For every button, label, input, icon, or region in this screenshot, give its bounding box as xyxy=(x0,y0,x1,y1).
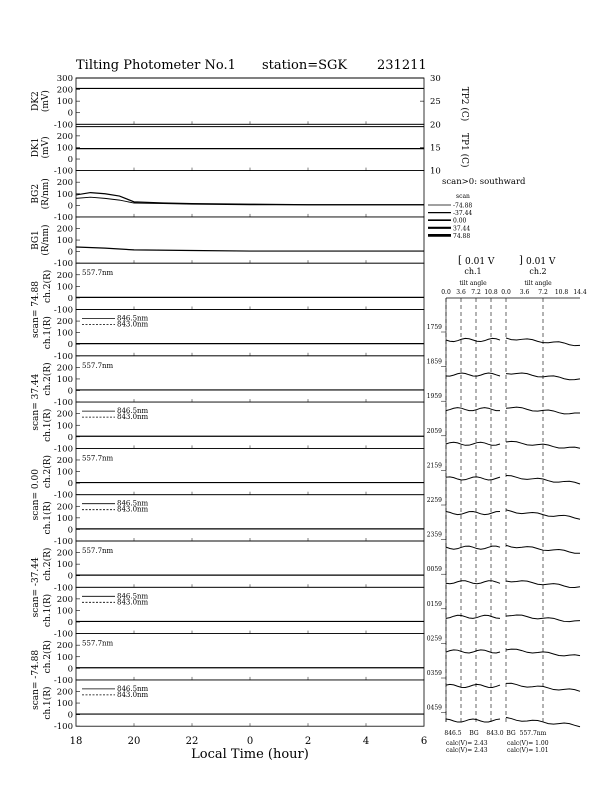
scale-bracket: ] xyxy=(519,255,523,266)
y-tick-label: 300 xyxy=(56,74,73,84)
y-tick-label: 100 xyxy=(56,699,73,710)
panel-frame xyxy=(76,124,424,170)
panel-4 xyxy=(31,263,424,338)
legend-scan-label: scan xyxy=(456,193,470,200)
series-line xyxy=(76,193,424,205)
legend-entry: 846.5nm xyxy=(117,499,149,508)
channel-label: ch.1(R) xyxy=(43,316,53,350)
channel-label: ch.2(R) xyxy=(43,362,53,396)
panel-2 xyxy=(31,171,424,223)
channel-label: ch.2(R) xyxy=(43,269,53,303)
temp-tick-label: 15 xyxy=(430,143,441,154)
y-tick-label: 0 xyxy=(67,479,73,490)
legend-entry: 843.0nm xyxy=(117,690,149,699)
y-tick-label: 200 xyxy=(56,548,73,559)
panel-11 xyxy=(42,587,424,639)
y-tick-label: 100 xyxy=(56,606,73,617)
channel-label: ch.2(R) xyxy=(43,640,53,674)
x-axis-title: Local Time (hour) xyxy=(191,747,309,763)
y-tick-label: 100 xyxy=(56,97,73,108)
tilt-bottom-label: BG xyxy=(506,730,516,737)
y-tick-label: -100 xyxy=(53,120,73,131)
panel-9 xyxy=(42,495,424,547)
tilt-time-label: 2259 xyxy=(426,497,442,504)
y-tick-label: 200 xyxy=(56,131,73,142)
y-tick-label: 0 xyxy=(67,664,73,675)
tilt-trace-ch1 xyxy=(446,408,500,411)
panel-frame xyxy=(76,171,424,217)
x-tick-label: 6 xyxy=(420,736,428,748)
tilt-time-label: 2059 xyxy=(426,427,442,435)
temperature-axis xyxy=(420,74,470,177)
y-tick-label: 200 xyxy=(56,594,73,605)
legend-entry: 843.0nm xyxy=(117,505,149,514)
calc-ch1: calc(V)= 2.43 xyxy=(446,740,488,747)
panel-10 xyxy=(31,541,424,617)
legend-entry: 557.7nm xyxy=(82,639,114,648)
tilt-trace-ch1 xyxy=(446,477,500,480)
panel-0 xyxy=(31,74,424,130)
y-tick-label: 0 xyxy=(67,618,73,629)
temp-label: TP1 (C) xyxy=(459,133,469,168)
y-tick-label: 200 xyxy=(56,409,73,420)
ch1-label: ch.1 xyxy=(464,267,482,276)
x-tick-label: 22 xyxy=(185,736,199,748)
y-tick-label: 0 xyxy=(67,432,73,443)
y-tick-label: 0 xyxy=(67,386,73,397)
scan-legend xyxy=(428,177,526,240)
temp-tick-label: 10 xyxy=(430,166,441,177)
x-tick-label: 2 xyxy=(304,736,312,748)
y-tick-label: 0 xyxy=(67,108,73,119)
panel-label: DK1 xyxy=(31,137,41,158)
tilt-bottom-label: 557.7nm xyxy=(519,730,547,737)
tilt-time-label: 2159 xyxy=(426,462,442,470)
panel-frame xyxy=(76,263,424,309)
calc-ch2: calc(V)= 1.01 xyxy=(507,747,549,754)
calc-ch2: calc(V)= 1.00 xyxy=(507,740,549,747)
y-tick-label: 100 xyxy=(56,328,73,339)
y-tick-label: 100 xyxy=(56,189,73,200)
legend-entry: 557.7nm xyxy=(82,361,114,370)
channel-label: ch.1(R) xyxy=(43,686,53,720)
y-tick-label: 100 xyxy=(56,421,73,432)
tilt-time-label: 1859 xyxy=(426,358,442,366)
y-tick-label: 200 xyxy=(56,363,73,374)
legend-entry: 557.7nm xyxy=(82,269,114,278)
panel-3 xyxy=(31,217,424,269)
y-tick-label: -100 xyxy=(53,490,73,501)
y-tick-label: -100 xyxy=(53,629,73,640)
scan-label: scan= 74.88 xyxy=(31,281,41,338)
y-tick-label: 0 xyxy=(67,201,73,212)
panel-unit: (R/nm) xyxy=(41,224,51,256)
legend-entry: 846.5nm xyxy=(117,684,149,693)
channel-label: ch.1(R) xyxy=(43,408,53,442)
legend-value: 74.88 xyxy=(453,232,471,240)
y-tick-label: 200 xyxy=(56,85,73,96)
legend-value: -37.44 xyxy=(453,210,473,218)
y-tick-label: 200 xyxy=(56,317,73,328)
tilt-tick-label: 10.8 xyxy=(554,289,569,296)
y-tick-label: -100 xyxy=(53,583,73,594)
tilt-tick-label: 0.0 xyxy=(501,289,511,296)
y-tick-label: -100 xyxy=(53,166,73,177)
y-tick-label: -100 xyxy=(53,351,73,362)
panel-unit: (R/nm) xyxy=(41,178,51,210)
y-tick-label: 100 xyxy=(56,467,73,478)
legend-entry: 846.5nm xyxy=(117,407,149,416)
x-axis xyxy=(70,736,428,762)
y-tick-label: 200 xyxy=(56,502,73,513)
panel-frame xyxy=(76,78,424,124)
y-tick-label: 200 xyxy=(56,270,73,281)
y-tick-label: 100 xyxy=(56,560,73,571)
temp-label: TP2 (C) xyxy=(459,86,469,122)
tilt-time-label: 0159 xyxy=(426,600,442,608)
panel-6 xyxy=(31,356,424,431)
panel-13 xyxy=(42,680,424,732)
tilt-time-label: 1759 xyxy=(426,324,442,331)
y-tick-label: 0 xyxy=(67,155,73,166)
y-tick-label: 100 xyxy=(56,652,73,663)
panel-label: BG1 xyxy=(31,230,41,250)
panel-7 xyxy=(42,402,424,454)
scale-ch1: 0.01 V xyxy=(465,257,495,267)
tilt-tick-label: 3.6 xyxy=(519,289,530,296)
y-tick-label: -100 xyxy=(53,444,73,455)
chart-title: Tilting Photometer No.1 xyxy=(76,58,236,73)
y-tick-label: -100 xyxy=(53,259,73,270)
calc-ch1: calc(V)= 2.43 xyxy=(446,747,488,754)
tilt-angle-label: tilt angle xyxy=(459,280,487,287)
tilt-tick-label: 7.2 xyxy=(538,289,548,296)
y-tick-label: 0 xyxy=(67,525,73,536)
x-tick-label: 4 xyxy=(362,736,370,748)
channel-label: ch.1(R) xyxy=(43,501,53,535)
tilt-trace-ch1 xyxy=(446,615,500,618)
tilt-trace-ch1 xyxy=(446,442,500,445)
panel-frame xyxy=(76,448,424,494)
panel-frame xyxy=(76,541,424,587)
panel-frame xyxy=(76,356,424,402)
y-tick-label: 0 xyxy=(67,293,73,304)
scale-ch2: 0.01 V xyxy=(526,257,556,267)
tilt-trace-ch1 xyxy=(446,581,500,584)
panel-12 xyxy=(31,634,424,710)
tilt-tick-label: 14.4 xyxy=(573,289,587,296)
tilt-trace-ch1 xyxy=(446,338,500,341)
x-tick-label: 18 xyxy=(69,736,83,748)
legend-entry: 557.7nm xyxy=(82,547,114,555)
y-tick-label: 100 xyxy=(56,513,73,524)
tilt-time-label: 0459 xyxy=(426,704,442,712)
y-tick-label: 100 xyxy=(56,374,73,385)
legend-value: 37.44 xyxy=(453,225,471,233)
tilt-time-label: 0059 xyxy=(426,566,442,574)
y-tick-label: -100 xyxy=(53,537,73,547)
legend-entry: 843.0nm xyxy=(117,413,149,422)
legend-entry: 843.0nm xyxy=(117,320,149,329)
legend-title: scan>0: southward xyxy=(442,177,526,187)
scan-label: scan= 37.44 xyxy=(31,373,41,431)
tilt-time-label: 1959 xyxy=(426,393,442,401)
y-tick-label: 200 xyxy=(56,641,73,652)
y-tick-label: 0 xyxy=(67,571,73,582)
tilt-time-label: 0359 xyxy=(426,670,442,677)
tilt-bottom-label: 843.0 xyxy=(486,730,504,737)
tilt-bottom-label: 846.5 xyxy=(444,730,462,737)
date-label: 231211 xyxy=(377,58,427,73)
tilt-angle-panel xyxy=(427,255,587,754)
station-label: station=SGK xyxy=(262,58,348,73)
tilt-trace-ch1 xyxy=(446,511,500,514)
panel-label: BG2 xyxy=(31,183,41,204)
panel-label: DK2 xyxy=(31,91,41,111)
legend-entry: 843.0nm xyxy=(117,598,149,607)
y-tick-label: 200 xyxy=(56,687,73,698)
tilt-trace-ch1 xyxy=(446,546,500,549)
tilt-trace-ch1 xyxy=(446,373,500,376)
panel-frame xyxy=(76,217,424,263)
legend-value: -74.88 xyxy=(453,202,473,210)
panel-1 xyxy=(31,124,424,176)
channel-label: ch.2(R) xyxy=(43,454,53,489)
scan-label: scan= 0.00 xyxy=(31,469,41,521)
y-tick-label: 100 xyxy=(56,143,73,154)
x-tick-label: 0 xyxy=(246,736,254,748)
legend-entry: 557.7nm xyxy=(82,454,114,463)
legend-entry: 846.5nm xyxy=(117,314,149,323)
scale-bracket: [ xyxy=(458,255,462,266)
scan-label: scan= -74.88 xyxy=(31,649,41,710)
tilt-tick-label: 3.6 xyxy=(456,289,466,296)
temp-tick-label: 30 xyxy=(430,74,441,84)
y-tick-label: -100 xyxy=(53,675,73,686)
y-tick-label: 0 xyxy=(67,247,73,258)
tilt-trace-ch1 xyxy=(446,719,500,722)
scan-label: scan= -37.44 xyxy=(31,557,41,618)
y-tick-label: 0 xyxy=(67,340,73,351)
series-line xyxy=(76,247,424,251)
y-tick-label: 100 xyxy=(56,236,73,247)
legend-entry: 846.5nm xyxy=(117,592,149,601)
panel-5 xyxy=(42,310,424,362)
panel-unit: (mV) xyxy=(41,90,51,113)
panel-frame xyxy=(76,634,424,680)
temp-tick-label: 20 xyxy=(430,120,441,131)
ch2-label: ch.2 xyxy=(529,267,547,276)
y-tick-label: -100 xyxy=(53,305,73,316)
tilt-time-label: 2359 xyxy=(426,531,442,539)
x-tick-label: 20 xyxy=(127,736,141,748)
tilt-bottom-label: BG xyxy=(469,730,479,737)
panel-unit: (mV) xyxy=(41,136,51,159)
tilt-angle-label: tilt angle xyxy=(524,280,552,287)
y-tick-label: 100 xyxy=(56,282,73,293)
y-tick-label: -100 xyxy=(53,212,73,223)
channel-label: ch.1(R) xyxy=(43,593,53,628)
y-tick-label: 200 xyxy=(56,178,73,189)
tilt-tick-label: 10.8 xyxy=(484,289,498,296)
y-tick-label: 0 xyxy=(67,710,73,721)
tilt-tick-label: 0.0 xyxy=(441,289,451,296)
y-tick-label: 200 xyxy=(56,224,73,235)
y-tick-label: 200 xyxy=(56,455,73,466)
y-tick-label: -100 xyxy=(53,722,73,733)
y-tick-label: -100 xyxy=(53,398,73,409)
legend-value: 0.00 xyxy=(453,217,467,225)
tilt-trace-ch1 xyxy=(446,650,500,653)
tilt-trace-ch1 xyxy=(446,684,500,687)
tilt-time-label: 0259 xyxy=(426,635,442,643)
channel-label: ch.2(R) xyxy=(43,547,53,581)
temp-tick-label: 25 xyxy=(430,97,441,108)
tilt-tick-label: 7.2 xyxy=(471,289,481,296)
